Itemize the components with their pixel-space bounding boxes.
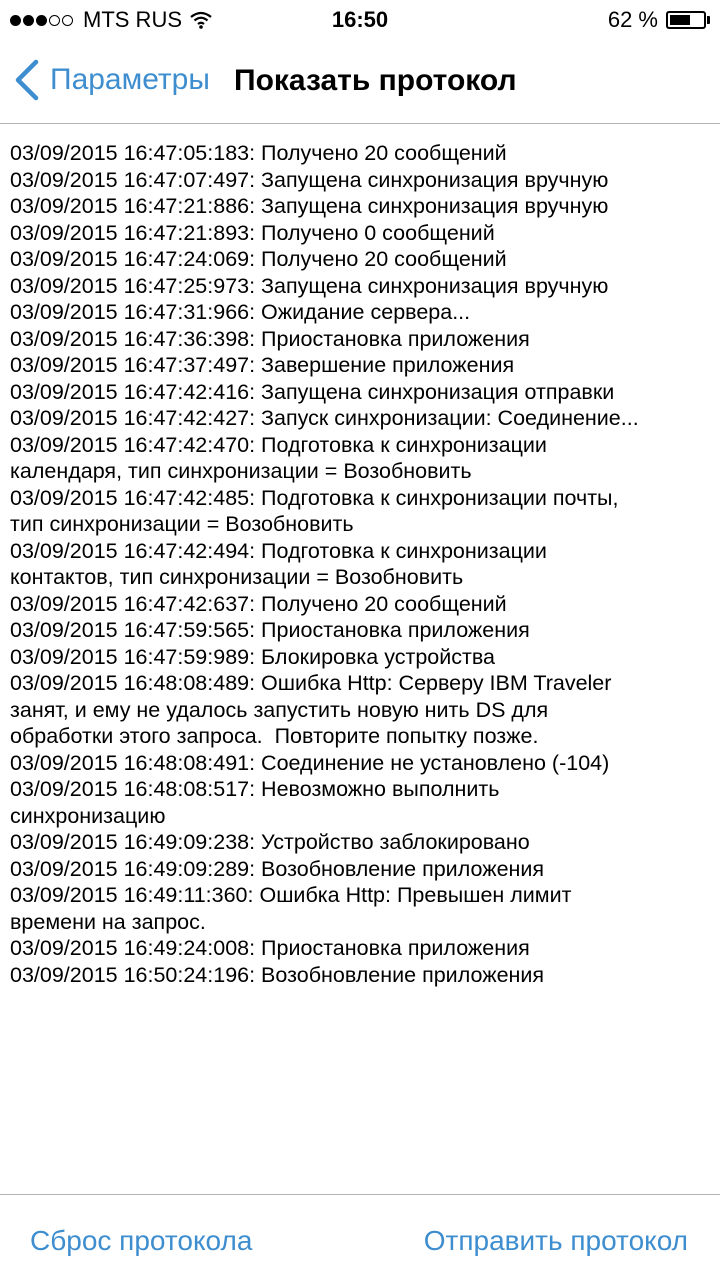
log-entry: 03/09/2015 16:47:21:893: Получено 0 сообщений	[10, 220, 495, 245]
log-entry: 03/09/2015 16:49:24:008: Приостановка приложения	[10, 936, 530, 960]
chevron-left-icon	[12, 58, 42, 102]
log-entry: 03/09/2015 16:47:42:485: Подготовка к синхронизации почты, тип синхронизации = Возобновить	[10, 485, 619, 536]
log-text-area[interactable]	[10, 140, 710, 988]
bottom-toolbar	[0, 1194, 720, 1280]
log-entry: 03/09/2015 16:47:31:966: Ожидание сервера...	[10, 300, 471, 324]
status-bar	[0, 0, 720, 40]
log-entry: 03/09/2015 16:47:07:497: Запущена синхронизация вручную	[10, 167, 609, 192]
log-entry: 03/09/2015 16:47:24:069: Получено 20 сообщений	[10, 247, 507, 271]
log-entry: 03/09/2015 16:47:42:416: Запущена синхронизация отправки	[10, 379, 615, 404]
battery-percent: 62 %	[607, 7, 658, 32]
battery-fill	[670, 15, 690, 25]
log-entry: 03/09/2015 16:47:21:886: Запущена синхронизация вручную	[10, 194, 609, 218]
log-entry: 03/09/2015 16:47:42:470: Подготовка к синхронизации календаря, тип синхронизации = Возобновить	[10, 432, 547, 483]
log-entry: 03/09/2015 16:48:08:517: Невозможно выполнить синхронизацию	[10, 777, 500, 828]
log-entry: 03/09/2015 16:47:42:637: Получено 20 сообщений	[10, 591, 507, 616]
carrier-name: MTS RUS	[83, 7, 182, 32]
log-entry: 03/09/2015 16:48:08:491: Соединение не установлено (-104)	[10, 750, 610, 775]
log-entry: 03/09/2015 16:47:05:183: Получено 20 сообщений	[10, 141, 507, 165]
status-time: 16:50	[331, 7, 389, 32]
log-entry: 03/09/2015 16:47:42:427: Запуск синхронизации: Соединение...	[10, 406, 639, 430]
log-entry: 03/09/2015 16:47:36:398: Приостановка приложения	[10, 326, 530, 351]
navigation-bar	[0, 40, 720, 124]
log-entry: 03/09/2015 16:49:09:289: Возобновление приложения	[10, 856, 545, 881]
log-entry: 03/09/2015 16:49:09:238: Устройство заблокировано	[10, 830, 530, 854]
reset-log-button[interactable]: Сброс протокола	[30, 1225, 253, 1256]
log-entry: 03/09/2015 16:47:25:973: Запущена синхронизация вручную	[10, 273, 609, 298]
battery-icon	[666, 11, 706, 29]
log-entry: 03/09/2015 16:50:24:196: Возобновление приложения	[10, 962, 545, 987]
log-entry: 03/09/2015 16:47:42:494: Подготовка к синхронизации контактов, тип синхронизации = Возобновить	[10, 538, 547, 589]
back-button[interactable]	[12, 58, 210, 102]
log-entry: 03/09/2015 16:47:37:497: Завершение приложения	[10, 353, 515, 377]
log-entry: 03/09/2015 16:47:59:989: Блокировка устройства	[10, 644, 495, 669]
send-log-button[interactable]: Отправить протокол	[423, 1225, 688, 1256]
log-entry: 03/09/2015 16:47:59:565: Приостановка приложения	[10, 618, 530, 642]
battery-tip	[707, 16, 710, 24]
back-button-label: Параметры	[50, 63, 210, 96]
page-title: Показать протокол	[234, 64, 517, 97]
log-entry: 03/09/2015 16:49:11:360: Ошибка Http: Превышен лимит времени на запрос.	[10, 883, 572, 934]
log-entry: 03/09/2015 16:48:08:489: Ошибка Http: Серверу IBM Traveler занят, и ему не удалось запустить новую нить DS для обработки этого запроса. Повторите попытку позже.	[10, 671, 612, 748]
status-right	[608, 7, 710, 33]
